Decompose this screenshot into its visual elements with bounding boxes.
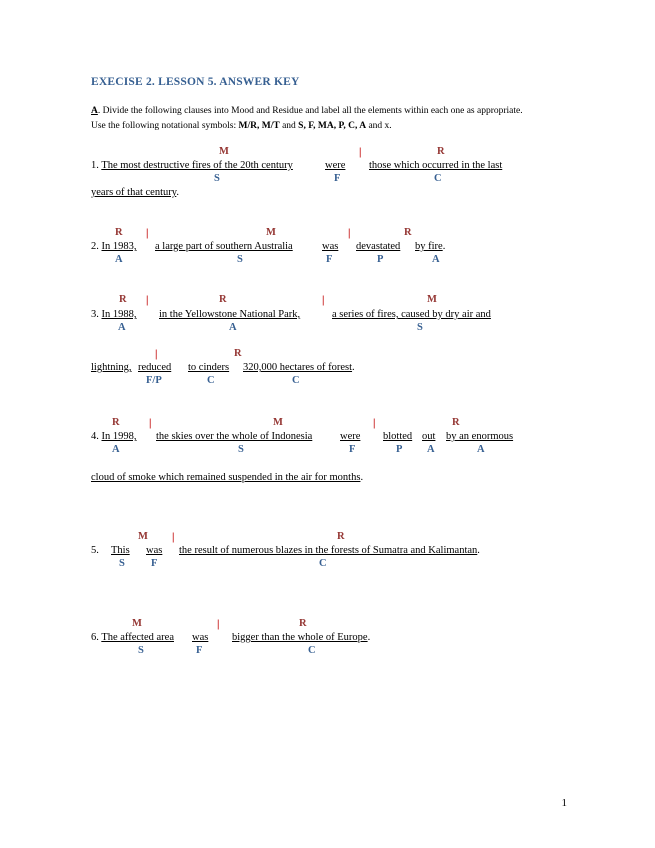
segment-period: . <box>176 187 179 198</box>
segment: by fire <box>415 241 443 252</box>
label-function: A <box>112 444 120 455</box>
segment: was <box>192 632 209 643</box>
sentence-number: 6. <box>91 632 99 643</box>
label-function: A <box>432 254 440 265</box>
label-function: F <box>326 254 333 265</box>
label-mr: R <box>337 531 345 542</box>
label-function: F <box>151 558 158 569</box>
segment: a large part of southern Australia <box>155 241 293 252</box>
label-function: S <box>138 645 144 656</box>
segment: to cinders <box>188 362 230 373</box>
segment: the skies over the whole of Indonesia <box>156 431 313 442</box>
label-function: P <box>377 254 384 265</box>
sentence-line <box>232 632 370 643</box>
segment: cloud of smoke which remained suspended in the air for months <box>91 472 361 483</box>
label-mr: R <box>119 294 127 305</box>
segment-period: . <box>367 632 371 643</box>
label-mr: R <box>299 618 307 629</box>
label-mr: M <box>132 618 142 629</box>
segment: were <box>325 160 346 171</box>
segment: the result of numerous blazes in the forests of Sumatra and Kalimantan <box>179 545 478 556</box>
sentence-line <box>91 309 137 320</box>
label-mr: R <box>404 227 412 238</box>
label-function: S <box>238 444 244 455</box>
segment: out <box>422 431 436 442</box>
divider-bar: | <box>322 294 325 306</box>
segment: years of that century <box>91 187 177 198</box>
segment: In 1983, <box>101 241 137 252</box>
divider-bar: | <box>172 531 175 543</box>
segment: bigger than the whole of Europe <box>232 632 368 643</box>
instructions-symbols: M/R, M/T <box>238 121 280 131</box>
page-number: 1 <box>561 797 567 809</box>
sentence-line <box>91 187 179 198</box>
label-function: C <box>207 375 215 386</box>
divider-bar: | <box>149 417 152 429</box>
segment: were <box>340 431 361 442</box>
segment: was <box>322 241 339 252</box>
segment: those which occurred in the last <box>369 160 503 171</box>
label-function: F <box>196 645 203 656</box>
label-function: P <box>396 444 403 455</box>
label-mr: R <box>234 348 242 359</box>
segment: in the Yellowstone National Park, <box>159 309 301 320</box>
sentence-line <box>91 632 174 643</box>
instructions-text: . Divide the following clauses into Mood and Residue and label all the elements within each one as appropriate. Use the following notational symbols: <box>91 106 523 131</box>
instructions-lead: A <box>91 106 98 116</box>
sentence-line <box>91 160 293 171</box>
label-function: A <box>118 322 126 333</box>
segment: In 1988, <box>101 309 137 320</box>
segment: was <box>146 545 163 556</box>
instructions-and: and <box>279 121 299 131</box>
segment: reduced <box>138 362 172 373</box>
label-function: C <box>308 645 316 656</box>
instructions-end: and x. <box>366 121 392 131</box>
label-mr: R <box>437 146 445 157</box>
segment: The most destructive fires of the 20th century <box>101 160 293 171</box>
sentence-line <box>91 431 137 442</box>
label-mr: M <box>427 294 437 305</box>
label-mr: M <box>266 227 276 238</box>
segment: blotted <box>383 431 413 442</box>
segment: by an enormous <box>446 431 514 442</box>
sentence-line <box>91 241 137 252</box>
label-function: F/P <box>146 375 162 386</box>
label-function: A <box>427 444 435 455</box>
divider-bar: | <box>155 348 158 360</box>
divider-bar: | <box>146 227 149 239</box>
divider-bar: | <box>359 146 362 158</box>
sentence-number: 4. <box>91 431 99 442</box>
label-mr: R <box>219 294 227 305</box>
label-function: S <box>214 173 220 184</box>
label-mr: M <box>219 146 229 157</box>
sentence-number: 5. <box>91 545 99 556</box>
label-mr: R <box>115 227 123 238</box>
segment: This <box>111 545 130 556</box>
sentence-line <box>243 362 355 373</box>
page-title: EXECISE 2. LESSON 5. ANSWER KEY <box>91 76 300 88</box>
sentence-number: 2. <box>91 241 99 252</box>
label-function: C <box>292 375 300 386</box>
label-function: C <box>319 558 327 569</box>
label-function: A <box>477 444 485 455</box>
segment: a series of fires, caused by dry air and <box>332 309 491 320</box>
segment: 320,000 hectares of forest <box>243 362 353 373</box>
segment: In 1998, <box>101 431 137 442</box>
segment: lightning, <box>91 362 132 373</box>
label-function: C <box>434 173 442 184</box>
segment: devastated <box>356 241 401 252</box>
instructions-symbols-2: S, F, MA, P, C, A <box>298 121 367 131</box>
sentence-number: 3. <box>91 309 99 320</box>
label-function: A <box>115 254 123 265</box>
sentence-line <box>179 545 480 556</box>
label-function: S <box>417 322 423 333</box>
label-mr: R <box>112 417 120 428</box>
sentence-line <box>91 472 363 483</box>
label-function: S <box>119 558 125 569</box>
segment-period: . <box>352 362 355 373</box>
segment: The affected area <box>101 632 174 643</box>
instructions <box>91 104 531 134</box>
divider-bar: | <box>373 417 376 429</box>
divider-bar: | <box>146 294 149 306</box>
label-function: A <box>229 322 237 333</box>
label-function: S <box>237 254 243 265</box>
label-function: F <box>334 173 341 184</box>
sentence-number: 1. <box>91 160 99 171</box>
label-mr: M <box>273 417 283 428</box>
label-mr: R <box>452 417 460 428</box>
label-function: F <box>349 444 356 455</box>
sentence-line <box>415 241 445 252</box>
segment-period: . <box>360 472 364 483</box>
segment-period: . <box>442 241 446 252</box>
segment-period: . <box>477 545 480 556</box>
divider-bar: | <box>217 618 220 630</box>
label-mr: M <box>138 531 148 542</box>
divider-bar: | <box>348 227 351 239</box>
